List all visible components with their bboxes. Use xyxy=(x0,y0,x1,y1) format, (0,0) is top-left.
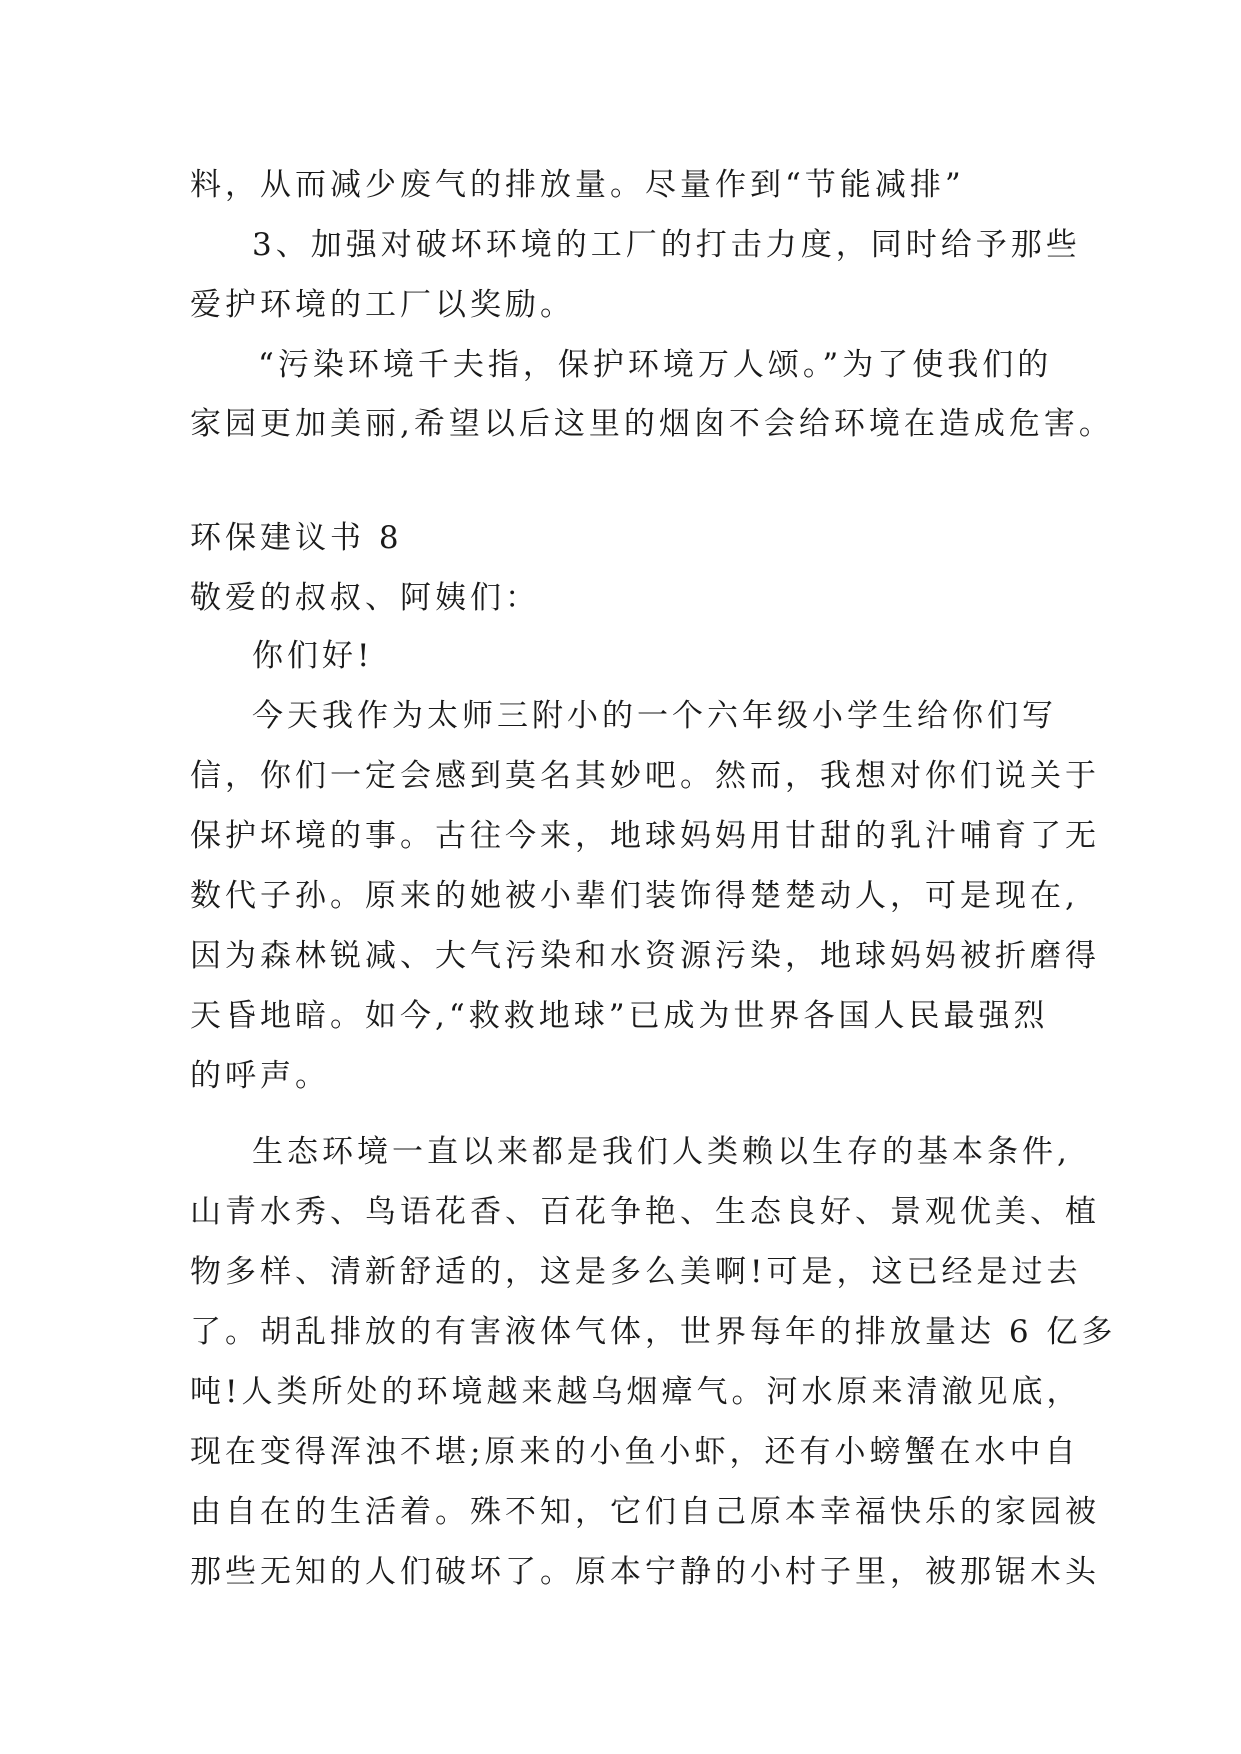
text-line-17: 山青水秀、鸟语花香、百花争艳、生态良好、景观优美、植 xyxy=(190,1194,1100,1230)
text-line-9: 今天我作为太师三附小的一个六年级小学生给你们写 xyxy=(252,698,1057,734)
text-line-19: 了。胡乱排放的有害液体气体，世界每年的排放量达 6 亿多 xyxy=(190,1314,1117,1350)
text-line-2: 3、加强对破坏环境的工厂的打击力度，同时给予那些 xyxy=(252,227,1081,263)
salutation: 敬爱的叔叔、阿姨们： xyxy=(190,580,540,616)
text-line-5: 家园更加美丽,希望以后这里的烟囱不会给环境在造成危害。 xyxy=(190,406,1114,442)
text-line-13: 因为森林锐减、大气污染和水资源污染，地球妈妈被折磨得 xyxy=(190,938,1100,974)
text-line-14: 天昏地暗。如今,“救救地球”已成为世界各国人民最强烈 xyxy=(190,998,1049,1034)
section-title: 环保建议书 8 xyxy=(190,520,403,556)
text-line-23: 那些无知的人们破坏了。原本宁静的小村子里，被那锯木头 xyxy=(190,1554,1100,1590)
greeting: 你们好! xyxy=(252,638,374,674)
text-line-15: 的呼声。 xyxy=(190,1058,330,1094)
text-line-22: 由自在的生活着。殊不知，它们自己原本幸福快乐的家园被 xyxy=(190,1494,1100,1530)
text-line-12: 数代子孙。原来的她被小辈们装饰得楚楚动人，可是现在, xyxy=(190,878,1079,914)
text-line-4: “污染环境千夫指，保护环境万人颂。”为了使我们的 xyxy=(258,347,1053,383)
text-line-18: 物多样、清新舒适的，这是多么美啊!可是，这已经是过去 xyxy=(190,1254,1082,1290)
text-line-16: 生态环境一直以来都是我们人类赖以生存的基本条件, xyxy=(252,1134,1071,1170)
text-line-1: 料，从而减少废气的排放量。尽量作到“节能减排” xyxy=(190,167,965,203)
text-line-20: 吨!人类所处的环境越来越乌烟瘴气。河水原来清澈见底， xyxy=(190,1374,1082,1410)
text-line-3: 爱护环境的工厂以奖励。 xyxy=(190,287,575,323)
text-line-10: 信，你们一定会感到莫名其妙吧。然而，我想对你们说关于 xyxy=(190,758,1100,794)
text-line-11: 保护坏境的事。古往今来，地球妈妈用甘甜的乳汁哺育了无 xyxy=(190,818,1100,854)
text-line-21: 现在变得浑浊不堪;原来的小鱼小虾，还有小螃蟹在水中自 xyxy=(190,1434,1080,1470)
